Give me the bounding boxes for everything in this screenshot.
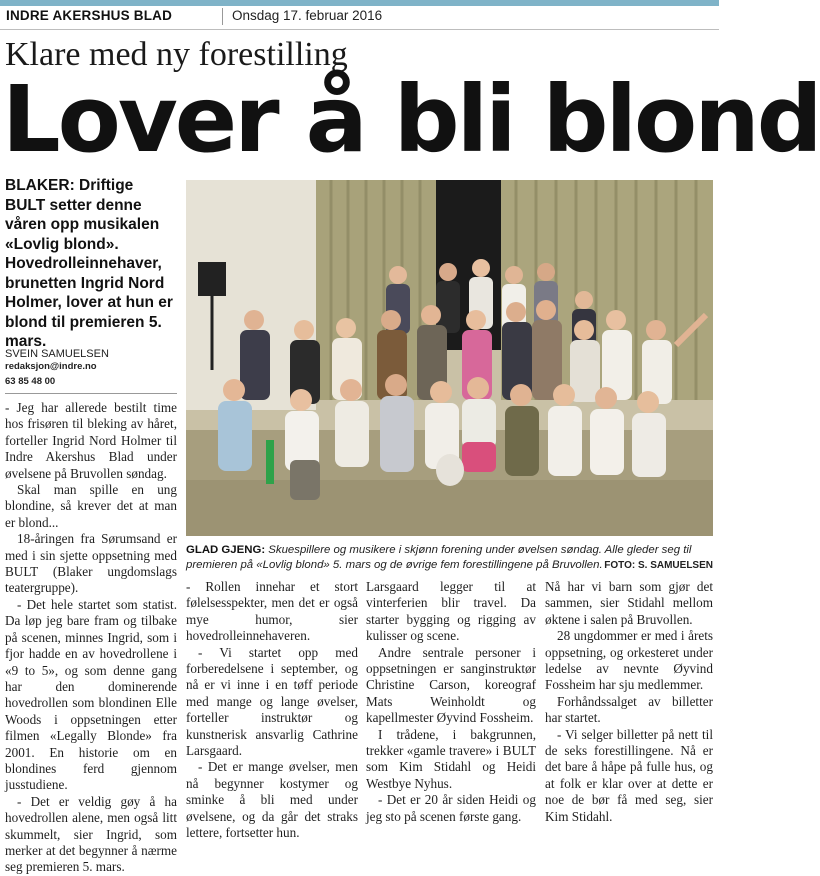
paragraph: Forhåndssalget av billetter har startet.	[545, 693, 713, 726]
newspaper-name: INDRE AKERSHUS BLAD	[6, 8, 173, 23]
byline-rule	[5, 393, 177, 394]
photo-credit: FOTO: S. SAMUELSEN	[604, 560, 713, 571]
paragraph: 28 ungdommer er med i årets oppsetning, og orkesteret under ledelse av nevnte Øyvind Fossheim har sju medlemmer.	[545, 628, 713, 693]
article-kicker: Klare med ny forestilling	[5, 36, 348, 73]
group-photo-image	[186, 180, 713, 536]
paragraph: - Jeg har allerede bestilt time hos frisøren til bleking av håret, forteller Ingrid Nord Holmer til Indre Akershus Blad under øvelsene på Bruvollen søndag.	[5, 400, 177, 481]
paragraph: - Det er 20 år siden Heidi og jeg sto på scenen første gang.	[366, 792, 536, 824]
article-lead: BLAKER: Driftige BULT setter denne våren opp musikalen «Lovlig blond». Hovedrolleinnehaver, brunetten Ingrid Nord Holmer, lover at hun er blond til premieren 5. mars.	[5, 177, 173, 350]
byline-author: SVEIN SAMUELSEN	[5, 348, 109, 360]
paragraph: I trådene, i bakgrunnen, trekker «gamle travere» i BULT som Kim Stidahl og Heidi Westbye Nyhus.	[366, 726, 536, 791]
issue-date: Onsdag 17. februar 2016	[232, 8, 383, 23]
masthead-divider	[222, 8, 223, 25]
paragraph: Skal man spille en ung blondine, så krever det at man er blond...	[5, 482, 177, 530]
article-headline: Lover å bli blond	[2, 66, 820, 173]
photo-caption	[186, 543, 713, 573]
paragraph: Andre sentrale personer i oppsetningen er sanginstruktør Christine Carson, koreograf Mats Weinholdt og kapellmester Øyvind Fossheim.	[366, 644, 536, 726]
byline-email: redaksjon@indre.no	[5, 361, 97, 372]
article-column-3	[366, 579, 536, 825]
paragraph: - Det er veldig gøy å ha hovedrollen alene, men også litt skummelt, sier Ingrid, som merker at det begynner å nærme seg premieren 5. mars.	[5, 793, 177, 875]
masthead-rule	[0, 29, 719, 30]
paragraph: - Rollen innehar et stort følelsesspekter, men det er også mye humor, sier hovedrolleinnehaveren.	[186, 579, 358, 644]
byline-phone: 63 85 48 00	[5, 376, 56, 387]
masthead-stripe	[0, 0, 719, 6]
paragraph: - Det er mange øvelser, men nå begynner kostymer og sminke å bli med under øvelsene, og da går det straks lettere, fortsetter hun.	[186, 759, 358, 841]
article-column-1	[5, 400, 177, 876]
article-photo	[186, 180, 713, 536]
paragraph: - Vi selger billetter på nett til de seks forestillingene. Nå er det bare å håpe på fulle hus, og at folk er klar over at dette er noe de bør få med seg, sier Kim Stidahl.	[545, 726, 713, 824]
paragraph: - Det hele startet som statist. Da løp jeg bare fram og tilbake på scenen, minnes Ingrid, som i fjor hadde en av hovedrollene i «9 to 5», og som denne gang har den dominerende hovedrollen som blondinen Elle Woods i oppsetningen etter filmen «Legally Blonde» fra 2001. En historie om en blondines ferd gjennom jusstudiene.	[5, 596, 177, 793]
caption-text: Skuespillere og musikere i skjønn forening under øvelsen søndag. Alle gleder seg til premieren på «Lovlig blond» 5. mars og de øvrige fem forestillingene på Bruvollen.	[186, 544, 692, 571]
caption-lead: GLAD GJENG:	[186, 544, 266, 556]
article-column-4	[545, 579, 713, 825]
paragraph: - Vi startet opp med forberedelsene i september, og nå er vi inne i en tøff periode med mange og lange øvelser, forteller instruktør og kunstnerisk ansvarlig Cathrine Larsgaard.	[186, 644, 358, 759]
paragraph: 18-åringen fra Sørumsand er med i sin sjette oppsetning med BULT (Blaker ungdomslags teatergruppe).	[5, 531, 177, 596]
paragraph: Larsgaard legger til at vinterferien blir travel. Da starter bygging og rigging av kulisser og scene.	[366, 579, 536, 644]
article-column-2	[186, 579, 358, 842]
paragraph: Nå har vi barn som gjør det sammen, sier Stidahl mellom øktene i salen på Bruvollen.	[545, 579, 713, 627]
